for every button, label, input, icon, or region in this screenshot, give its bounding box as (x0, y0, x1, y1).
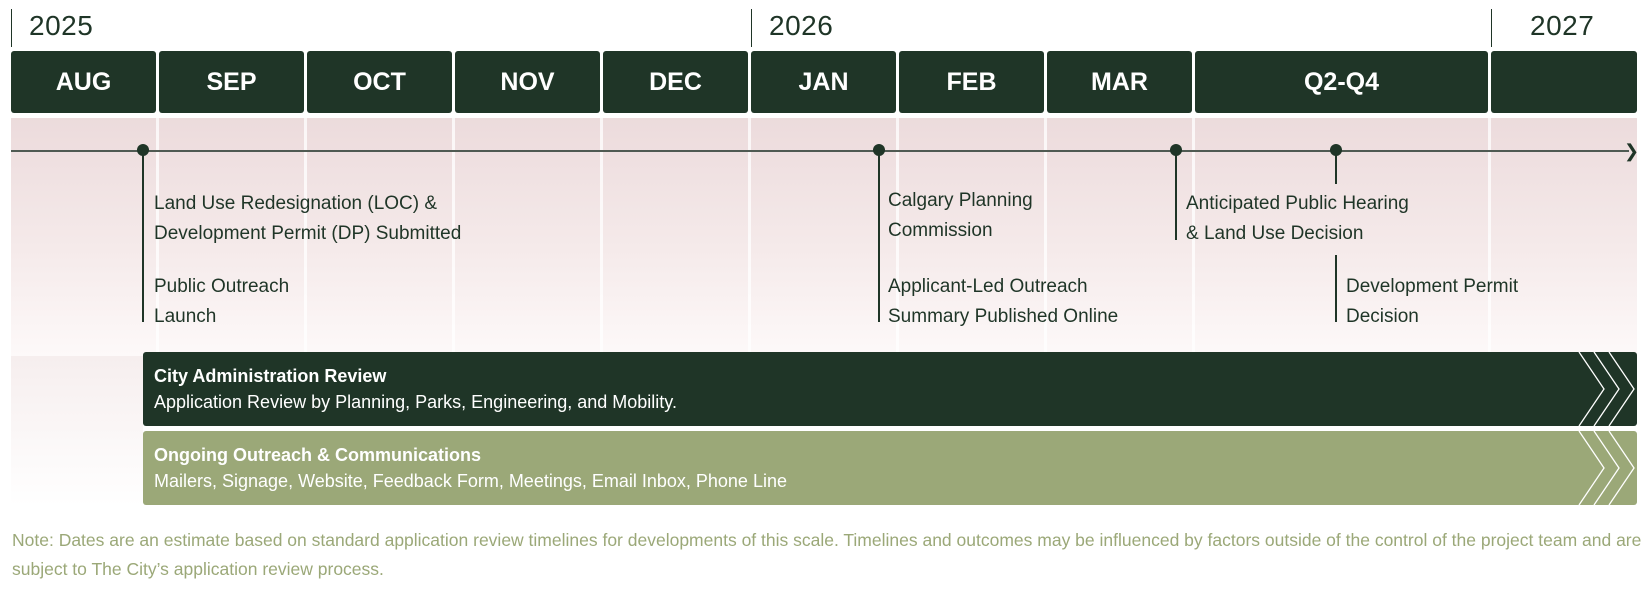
column-separator (748, 118, 751, 356)
month-aug: AUG (11, 51, 156, 113)
milestone-stem-aug (142, 150, 144, 322)
month-jan: JAN (751, 51, 896, 113)
milestone-calgary-planning-commission: Calgary Planning Commission (888, 190, 1033, 241)
ongoing-outreach-band (143, 431, 1637, 505)
timeline-fade (11, 356, 143, 506)
footnote: Note: Dates are an estimate based on standard application review timelines for developments of this scale. Timelines and outcomes may be influenced by factors outside of the control of the project team and are subject to The City’s application review process. (12, 530, 1642, 579)
month-oct: OCT (307, 51, 452, 113)
city-administration-review-band (143, 352, 1637, 426)
month-2027 (1491, 51, 1637, 113)
chevrons-right-icon (1577, 431, 1637, 505)
month-dec: DEC (603, 51, 748, 113)
milestone-public-outreach-launch: Public Outreach Launch (154, 276, 290, 327)
band-title: City Administration Review (154, 366, 387, 386)
year-label: 2026 (769, 10, 834, 41)
band-title: Ongoing Outreach & Communications (154, 445, 482, 465)
month-q2-q4: Q2-Q4 (1195, 51, 1488, 113)
month-sep: SEP (159, 51, 304, 113)
timeline-axis (11, 150, 1629, 152)
milestone-public-hearing: Anticipated Public Hearing & Land Use Decision (1186, 193, 1409, 244)
year-tick (1491, 9, 1492, 47)
milestone-stem-mar (1175, 150, 1177, 240)
year-label: 2025 (29, 10, 94, 41)
milestone-dp-decision: Development Permit Decision (1346, 276, 1519, 327)
chevrons-right-icon (1577, 352, 1637, 426)
year-label: 2027 (1530, 10, 1595, 41)
month-nov: NOV (455, 51, 600, 113)
band-subtitle: Mailers, Signage, Website, Feedback Form, Meetings, Email Inbox, Phone Line (154, 471, 787, 491)
arrow-right-icon: ❯ (1624, 141, 1640, 161)
month-feb: FEB (899, 51, 1044, 113)
milestone-outreach-summary: Applicant-Led Outreach Summary Published Online (888, 276, 1119, 327)
band-subtitle: Application Review by Planning, Parks, Engineering, and Mobility. (154, 392, 677, 412)
milestone-stem-jan (878, 150, 880, 322)
month-mar: MAR (1047, 51, 1192, 113)
year-tick (751, 9, 752, 47)
milestone-loc-dp-submitted: Land Use Redesignation (LOC) & Development Permit (DP) Submitted (154, 193, 462, 244)
column-separator (600, 118, 603, 356)
milestone-stem-dp-decision (1335, 255, 1337, 322)
milestone-stem-q2 (1335, 150, 1337, 184)
year-tick (11, 9, 12, 47)
